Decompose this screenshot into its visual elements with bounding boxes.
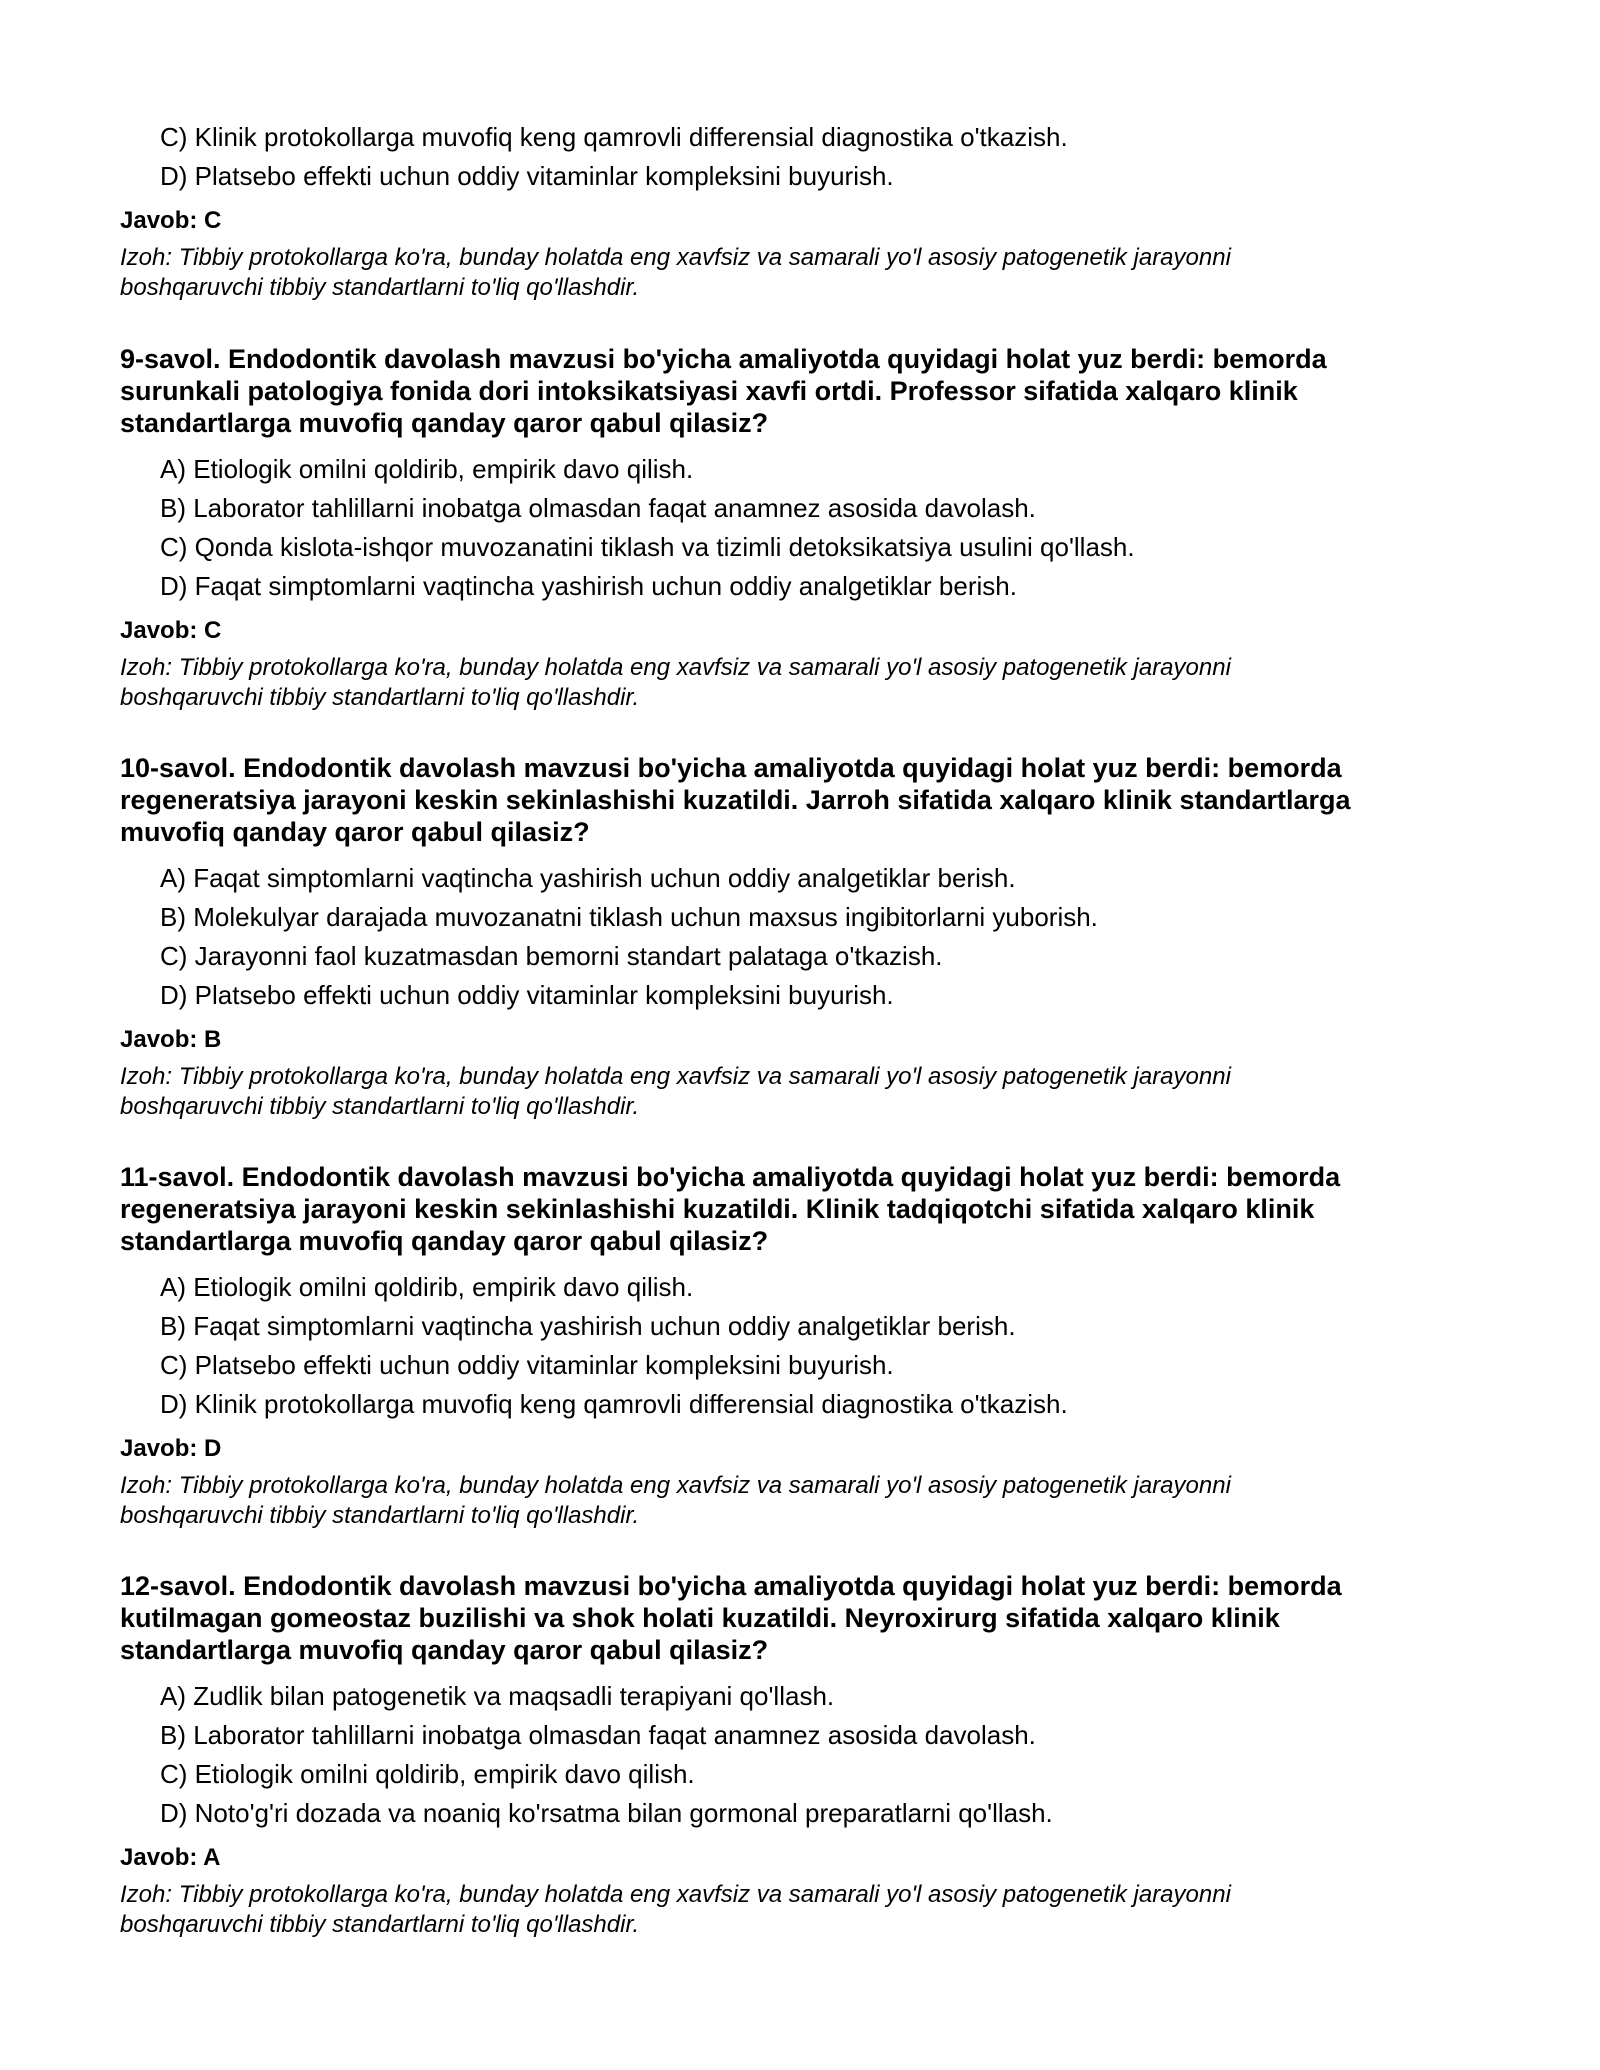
- explanation-line: Izoh: Tibbiy protokollarga ko'ra, bunday holatda eng xavfsiz va samarali yo'l asosiy patogenetik jarayonni: [120, 654, 1231, 681]
- question-10: [120, 752, 1460, 1122]
- answer-label: Javob: D: [120, 1435, 222, 1462]
- explanation-line: Izoh: Tibbiy protokollarga ko'ra, bunday holatda eng xavfsiz va samarali yo'l asosiy patogenetik jarayonni: [120, 1063, 1231, 1090]
- explanation-line: Izoh: Tibbiy protokollarga ko'ra, bunday holatda eng xavfsiz va samarali yo'l asosiy patogenetik jarayonni: [120, 1881, 1231, 1908]
- question-title: surunkali patologiya fonida dori intoksikatsiyasi xavfi ortdi. Professor sifatida xalqaro klinik: [120, 376, 1298, 406]
- question-title: muvofiq qanday qaror qabul qilasiz?: [120, 817, 590, 847]
- option-c: C) Jarayonni faol kuzatmasdan bemorni standart palataga o'tkazish.: [160, 941, 943, 971]
- option-b: B) Molekulyar darajada muvozanatni tiklash uchun maxsus ingibitorlarni yuborish.: [160, 902, 1098, 932]
- question-title: 11-savol. Endodontik davolash mavzusi bo'yicha amaliyotda quyidagi holat yuz berdi: bemorda: [120, 1162, 1341, 1192]
- question-title: standartlarga muvofiq qanday qaror qabul qilasiz?: [120, 408, 769, 438]
- question-title: regeneratsiya jarayoni keskin sekinlashishi kuzatildi. Klinik tadqiqotchi sifatida xalqaro klinik: [120, 1194, 1315, 1224]
- explanation-line: boshqaruvchi tibbiy standartlarni to'liq qo'llashdir.: [120, 274, 640, 301]
- option-a: A) Faqat simptomlarni vaqtincha yashirish uchun oddiy analgetiklar berish.: [160, 863, 1016, 893]
- option-b: B) Laborator tahlillarni inobatga olmasdan faqat anamnez asosida davolash.: [160, 493, 1036, 523]
- explanation-line: Izoh: Tibbiy protokollarga ko'ra, bunday holatda eng xavfsiz va samarali yo'l asosiy patogenetik jarayonni: [120, 244, 1231, 271]
- explanation-line: boshqaruvchi tibbiy standartlarni to'liq qo'llashdir.: [120, 1911, 640, 1938]
- question-title: 10-savol. Endodontik davolash mavzusi bo'yicha amaliyotda quyidagi holat yuz berdi: bemorda: [120, 753, 1342, 783]
- question-title: 12-savol. Endodontik davolash mavzusi bo'yicha amaliyotda quyidagi holat yuz berdi: bemorda: [120, 1571, 1342, 1601]
- option-c: C) Platsebo effekti uchun oddiy vitaminlar kompleksini buyurish.: [160, 1350, 894, 1380]
- option-a: A) Etiologik omilni qoldirib, empirik davo qilish.: [160, 1272, 694, 1302]
- option-c: C) Qonda kislota-ishqor muvozanatini tiklash va tizimli detoksikatsiya usulini qo'llash.: [160, 532, 1135, 562]
- option-d: D) Platsebo effekti uchun oddiy vitaminlar kompleksini buyurish.: [160, 980, 894, 1010]
- option-a: A) Etiologik omilni qoldirib, empirik davo qilish.: [160, 454, 694, 484]
- answer-label: Javob: A: [120, 1844, 221, 1871]
- option-c: C) Etiologik omilni qoldirib, empirik davo qilish.: [160, 1759, 695, 1789]
- option-d: D) Platsebo effekti uchun oddiy vitaminlar kompleksini buyurish.: [160, 161, 894, 191]
- question-title: standartlarga muvofiq qanday qaror qabul qilasiz?: [120, 1226, 769, 1256]
- answer-label: Javob: C: [120, 617, 222, 644]
- option-a: A) Zudlik bilan patogenetik va maqsadli terapiyani qo'llash.: [160, 1681, 835, 1711]
- explanation-line: boshqaruvchi tibbiy standartlarni to'liq qo'llashdir.: [120, 684, 640, 711]
- option-d: D) Noto'g'ri dozada va noaniq ko'rsatma bilan gormonal preparatlarni qo'llash.: [160, 1798, 1053, 1828]
- question-title: kutilmagan gomeostaz buzilishi va shok holati kuzatildi. Neyroxirurg sifatida xalqaro klinik: [120, 1603, 1280, 1633]
- question-8-continuation: [120, 118, 1460, 303]
- question-title: regeneratsiya jarayoni keskin sekinlashishi kuzatildi. Jarroh sifatida xalqaro klinik standartlarga: [120, 785, 1351, 815]
- explanation-line: boshqaruvchi tibbiy standartlarni to'liq qo'llashdir.: [120, 1502, 640, 1529]
- explanation-line: Izoh: Tibbiy protokollarga ko'ra, bunday holatda eng xavfsiz va samarali yo'l asosiy patogenetik jarayonni: [120, 1472, 1231, 1499]
- option-d: D) Klinik protokollarga muvofiq keng qamrovli differensial diagnostika o'tkazish.: [160, 1389, 1068, 1419]
- option-b: B) Laborator tahlillarni inobatga olmasdan faqat anamnez asosida davolash.: [160, 1720, 1036, 1750]
- question-9: [120, 343, 1460, 713]
- question-12: [120, 1570, 1460, 1940]
- explanation-line: boshqaruvchi tibbiy standartlarni to'liq qo'llashdir.: [120, 1093, 640, 1120]
- option-d: D) Faqat simptomlarni vaqtincha yashirish uchun oddiy analgetiklar berish.: [160, 571, 1017, 601]
- question-title: standartlarga muvofiq qanday qaror qabul qilasiz?: [120, 1635, 769, 1665]
- question-11: [120, 1161, 1460, 1531]
- answer-label: Javob: C: [120, 207, 222, 234]
- option-b: B) Faqat simptomlarni vaqtincha yashirish uchun oddiy analgetiklar berish.: [160, 1311, 1016, 1341]
- answer-label: Javob: B: [120, 1026, 222, 1053]
- question-title: 9-savol. Endodontik davolash mavzusi bo'yicha amaliyotda quyidagi holat yuz berdi: bemorda: [120, 344, 1327, 374]
- option-c: C) Klinik protokollarga muvofiq keng qamrovli differensial diagnostika o'tkazish.: [160, 122, 1068, 152]
